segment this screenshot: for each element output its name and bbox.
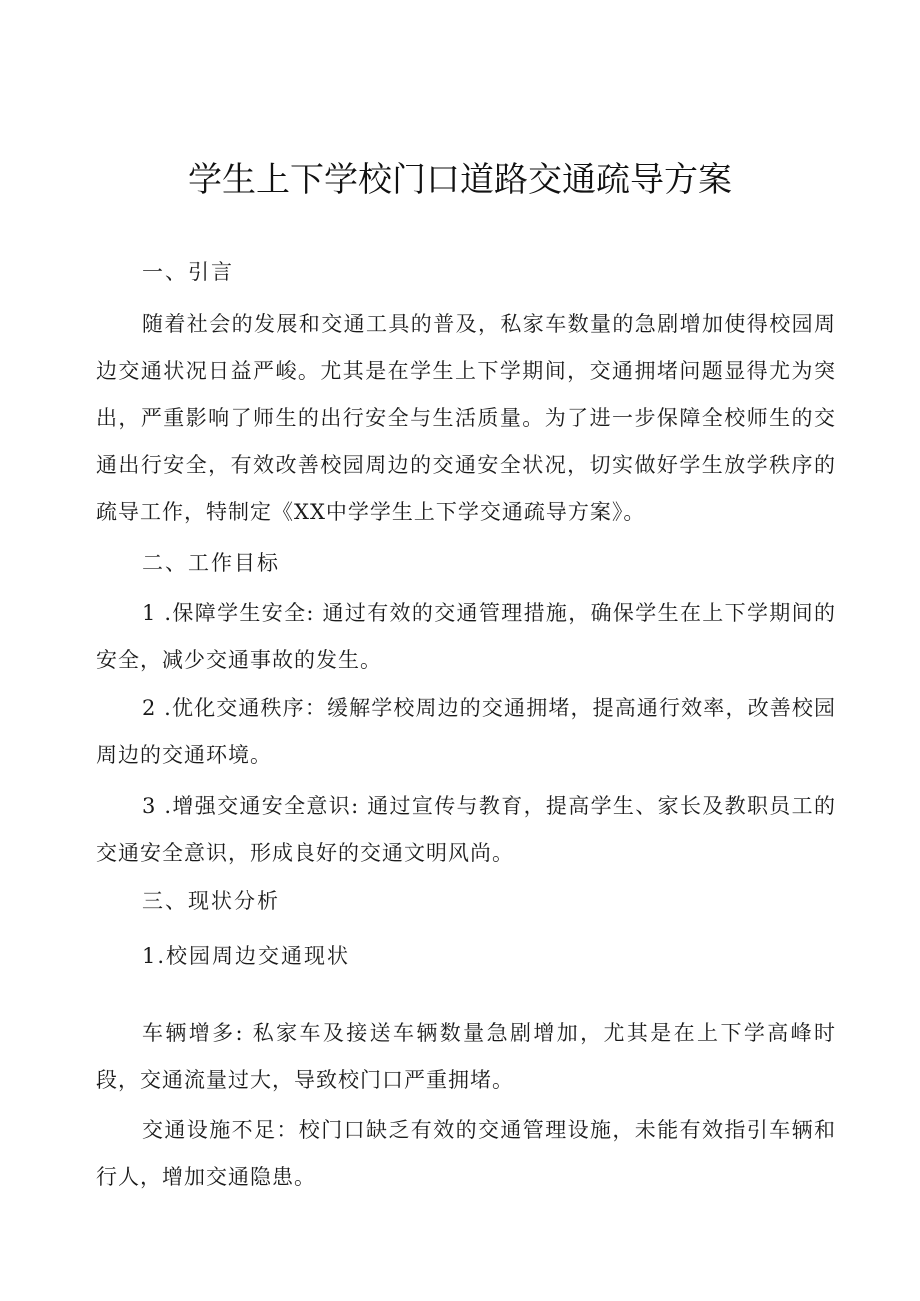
goal-item-1: 1 .保障学生安全: 通过有效的交通管理措施，确保学生在上下学期间的安全，减少交通事故的发生。 xyxy=(96,601,836,672)
section-heading-introduction: 一、引言 xyxy=(142,260,234,284)
paragraph-facility-shortage: 交通设施不足：校门口缺乏有效的交通管理设施，未能有效指引车辆和行人，增加交通隐患。 xyxy=(96,1118,836,1189)
document-title: 学生上下学校门口道路交通疏导方案 xyxy=(188,160,732,200)
section-heading-analysis: 三、现状分析 xyxy=(142,889,280,913)
goal-item-2: 2 .优化交通秩序：缓解学校周边的交通拥堵，提高通行效率，改善校园周边的交通环境。 xyxy=(96,696,836,767)
subheading-campus-traffic: 1.校园周边交通现状 xyxy=(142,944,351,968)
section-heading-goals: 二、工作目标 xyxy=(142,551,280,575)
goal-item-3: 3 .增强交通安全意识: 通过宣传与教育，提高学生、家长及教职员工的交通安全意识，形成良好的交通文明风尚。 xyxy=(96,794,836,865)
paragraph-introduction: 随着社会的发展和交通工具的普及，私家车数量的急剧增加使得校园周边交通状况日益严峻。尤其是在学生上下学期间，交通拥堵问题显得尤为突出，严重影响了师生的出行安全与生活质量。为了进一步保障全校师生的交通出行安全，有效改善校园周边的交通安全状况，切实做好学生放学秩序的疏导工作，特制定《XX中学学生上下学交通疏导方案》。 xyxy=(96,312,836,524)
paragraph-vehicle-increase: 车辆增多: 私家车及接送车辆数量急剧增加，尤其是在上下学高峰时段，交通流量过大，导致校门口严重拥堵。 xyxy=(96,1021,836,1092)
